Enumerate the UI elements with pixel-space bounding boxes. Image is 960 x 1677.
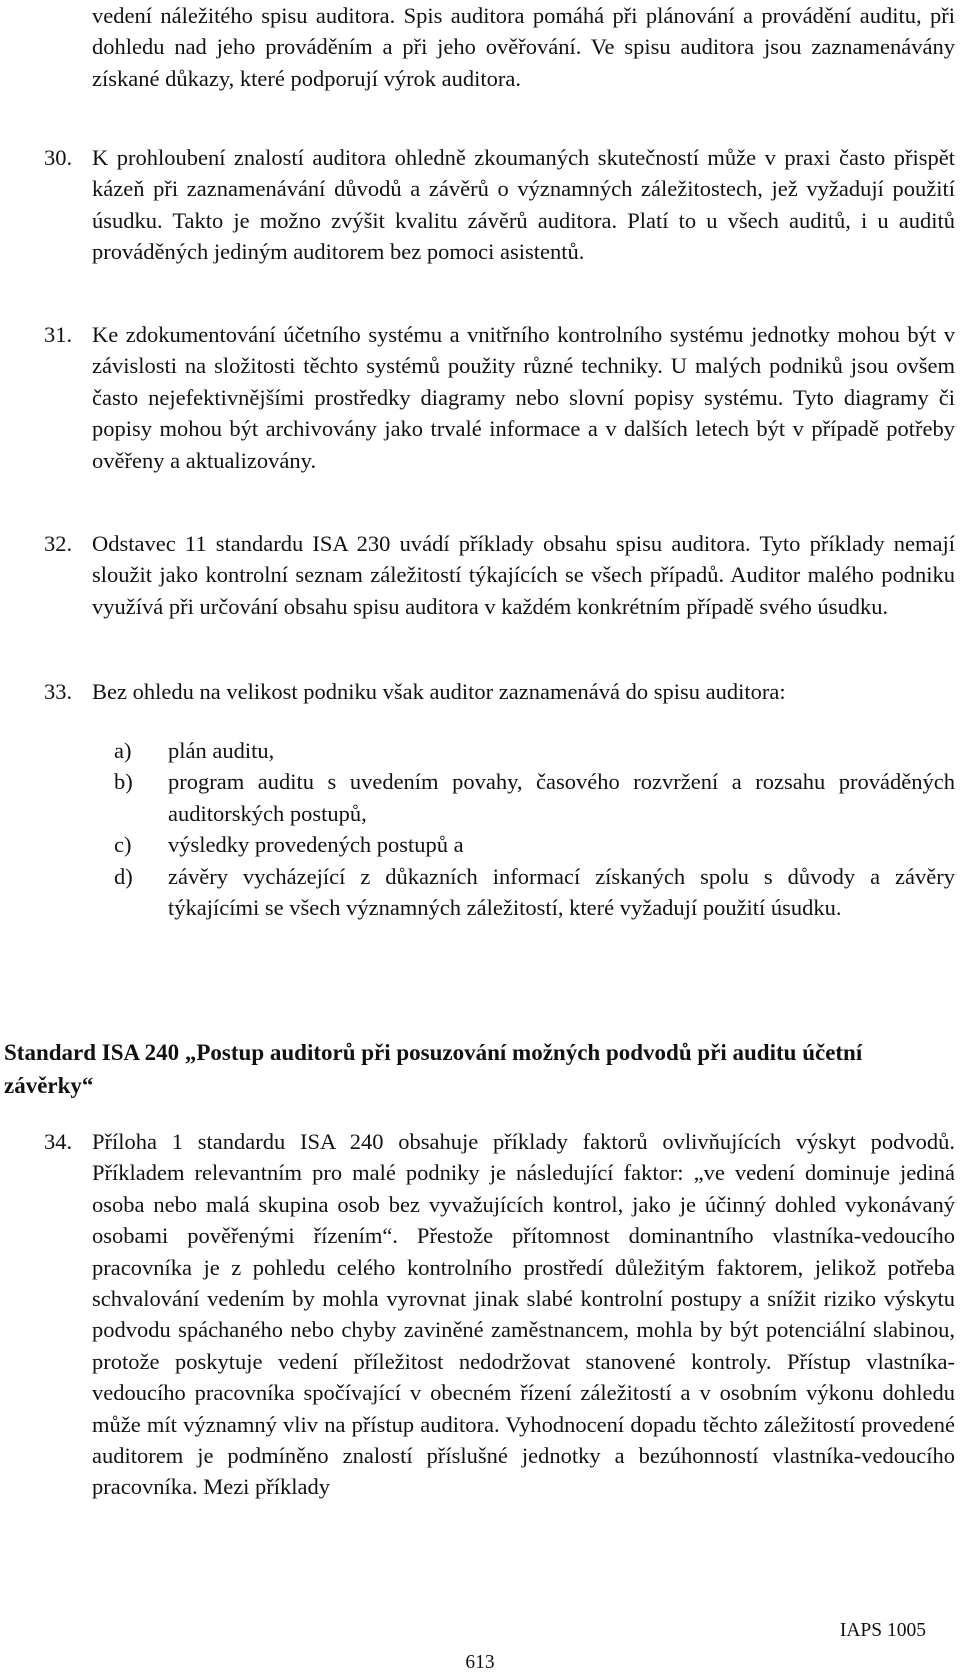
list-item xyxy=(114,735,955,766)
page-number: 613 xyxy=(465,1652,495,1673)
paragraph-33 xyxy=(44,676,955,707)
list-item-label: c) xyxy=(114,832,132,858)
list-item-label: d) xyxy=(114,863,133,889)
audit-file-list xyxy=(114,735,955,923)
paragraph-31 xyxy=(44,319,955,476)
list-item-text: výsledky provedených postupů a xyxy=(168,832,464,858)
paragraph-text: K prohloubení znalostí auditora ohledně zkoumaných skutečností může v praxi často přispět kázeň při zaznamenávání důvodů a závěrů o významných záležitostech, jež vyžadují použití úsudku. Takto je možno zvýšit kvalitu závěrů auditora. Platí to u všech auditů, i u auditů prováděných jediným auditorem bez pomoci asistentů. xyxy=(92,145,955,265)
intro-paragraph: vedení náležitého spisu auditora. Spis auditora pomáhá při plánování a provádění auditu, při dohledu nad jeho prováděním a při jeho ověřování. Ve spisu auditora jsou zaznamenávány získané důkazy, které podporují výrok auditora. xyxy=(92,3,955,91)
list-item-label: a) xyxy=(114,738,132,763)
paragraph-number: 34. xyxy=(44,1129,73,1154)
list-item xyxy=(114,861,955,924)
paragraph-34 xyxy=(44,1126,955,1503)
paragraph-text: Bez ohledu na velikost podniku však auditor zaznamenává do spisu auditora: xyxy=(92,679,786,704)
paragraph-text: Příloha 1 standardu ISA 240 obsahuje příklady faktorů ovlivňujících výskyt podvodů. Příkladem relevantním pro malé podniky je následující faktor: „ve vedení dominuje jediná osoba nebo malá skupina osob bez vyvažujících kontrol, jako je účinný dohled vykonávaný osobami pověřenými řízením“. Přestože přítomnost dominantního vlastníka-vedoucího pracovníka je z pohledu celého kontrolního prostředí důležitým faktorem, jelikož potřeba schvalování vedením by mohla vyrovnat jinak slabé kontrolní postupy a snížit riziko výskytu podvodu spáchaného nebo chyby zaviněné zaměstnancem, mohla by být potenciální slabinou, protože poskytuje vedení příležitost nedodržovat stanovené kontroly. Přístup vlastníka-vedoucího pracovníka spočívající v obecném řízení záležitostí a v osobním výkonu dohledu může mít významný vliv na přístup auditora. Vyhodnocení dopadu těchto záležitostí provedené auditorem je podmíněno znalostí příslušné jednotky a bezúhonností vlastníka-vedoucího pracovníka. Mezi příklady xyxy=(92,1129,955,1500)
paragraph-text: Ke zdokumentování účetního systému a vnitřního kontrolního systému jednotky mohou být v závislosti na složitosti těchto systémů použity různé techniky. U malých podniků jsou ovšem často nejefektivnějšími prostředky diagramy nebo slovní popisy systému. Tyto diagramy či popisy mohou být archivovány jako trvalé informace a v dalších letech být v případě potřeby ověřeny a aktualizovány. xyxy=(92,322,955,473)
section-heading: Standard ISA 240 „Postup auditorů při posuzování možných podvodů při auditu účetní závěrky“ xyxy=(4,1040,863,1098)
standard-code: IAPS 1005 xyxy=(839,1620,926,1641)
paragraph-number: 33. xyxy=(44,679,73,704)
paragraph-text: Odstavec 11 standardu ISA 230 uvádí příklady obsahu spisu auditora. Tyto příklady nemají sloužit jako kontrolní seznam záležitostí týkajících se všech případů. Auditor malého podniku využívá při určování obsahu spisu auditora v každém konkrétním případě svého úsudku. xyxy=(92,531,955,619)
paragraph-number: 32. xyxy=(44,531,73,556)
list-item-text: závěry vycházející z důkazních informací získaných spolu s důvody a závěry týkajícími se všech významných záležitostí, které vyžadují použití úsudku. xyxy=(168,863,955,921)
paragraph-number: 30. xyxy=(44,145,73,170)
list-item-text: plán auditu, xyxy=(168,738,275,763)
list-item-text: program auditu s uvedením povahy, časového rozvržení a rozsahu prováděných auditorských postupů, xyxy=(168,769,955,826)
paragraph-30 xyxy=(44,142,955,268)
paragraph-32 xyxy=(44,528,955,622)
list-item-label: b) xyxy=(114,769,133,795)
list-item xyxy=(114,766,955,829)
paragraph-number: 31. xyxy=(44,322,73,347)
list-item xyxy=(114,829,955,860)
